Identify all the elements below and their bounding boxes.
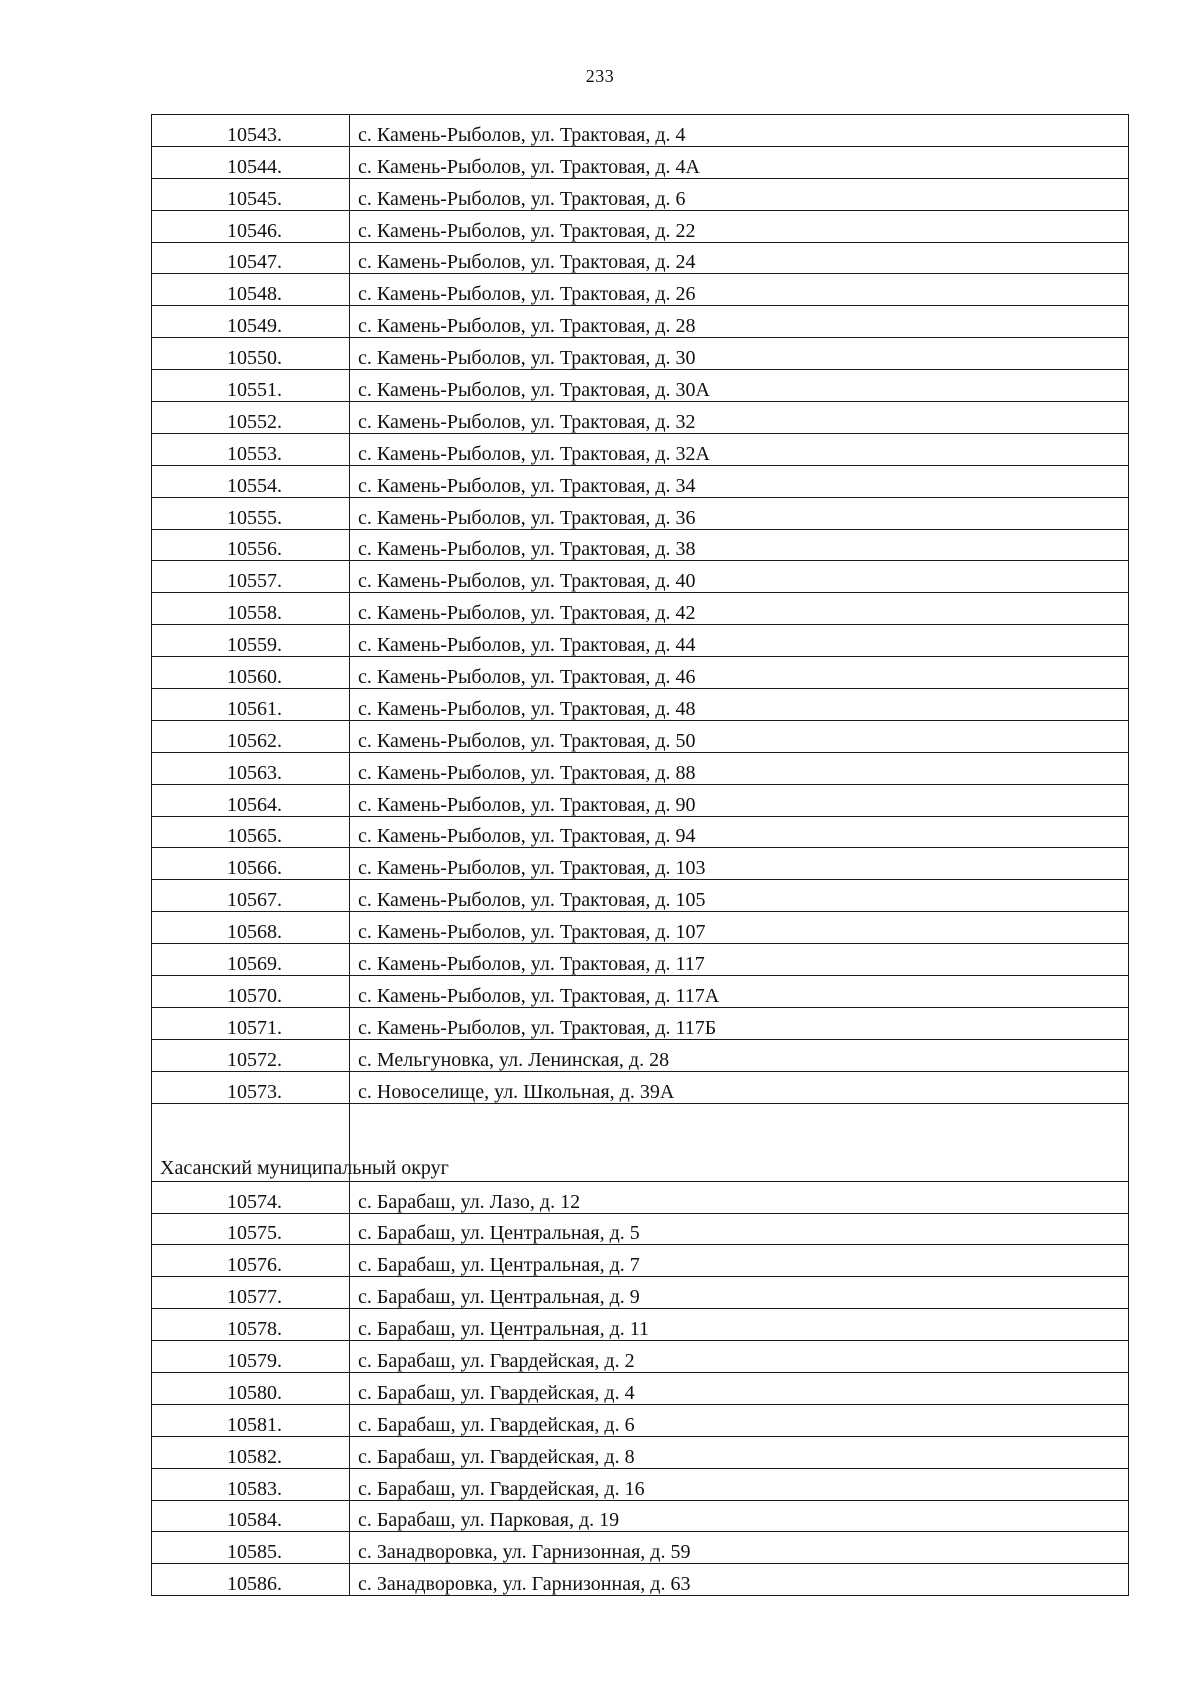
table-row — [152, 1468, 1129, 1500]
row-address: с. Камень-Рыболов, ул. Трактовая, д. 117 — [350, 944, 1129, 976]
row-address: с. Барабаш, ул. Гвардейская, д. 6 — [350, 1404, 1129, 1436]
table-row — [152, 944, 1129, 976]
row-address: с. Камень-Рыболов, ул. Трактовая, д. 105 — [350, 880, 1129, 912]
row-number: 10543. — [152, 115, 350, 147]
table-row — [152, 976, 1129, 1008]
table-row — [152, 529, 1129, 561]
row-address: с. Камень-Рыболов, ул. Трактовая, д. 32А — [350, 433, 1129, 465]
row-number: 10560. — [152, 657, 350, 689]
row-number: 10574. — [152, 1181, 350, 1213]
row-address: с. Камень-Рыболов, ул. Трактовая, д. 6 — [350, 178, 1129, 210]
row-address: с. Камень-Рыболов, ул. Трактовая, д. 90 — [350, 784, 1129, 816]
row-address: с. Барабаш, ул. Гвардейская, д. 16 — [350, 1468, 1129, 1500]
table-row — [152, 274, 1129, 306]
row-number: 10582. — [152, 1436, 350, 1468]
row-number: 10557. — [152, 561, 350, 593]
table-row — [152, 1071, 1129, 1103]
row-address: с. Камень-Рыболов, ул. Трактовая, д. 24 — [350, 242, 1129, 274]
row-address: с. Мельгуновка, ул. Ленинская, д. 28 — [350, 1039, 1129, 1071]
row-address: с. Камень-Рыболов, ул. Трактовая, д. 103 — [350, 848, 1129, 880]
table-row — [152, 1532, 1129, 1564]
row-address: с. Занадворовка, ул. Гарнизонная, д. 59 — [350, 1532, 1129, 1564]
row-number: 10559. — [152, 625, 350, 657]
page-number: 233 — [585, 66, 615, 86]
row-number: 10570. — [152, 976, 350, 1008]
table-row — [152, 433, 1129, 465]
row-number: 10571. — [152, 1007, 350, 1039]
table-row — [152, 242, 1129, 274]
row-address: с. Камень-Рыболов, ул. Трактовая, д. 34 — [350, 465, 1129, 497]
table-row — [152, 1372, 1129, 1404]
row-address: с. Барабаш, ул. Парковая, д. 19 — [350, 1500, 1129, 1532]
row-number: 10572. — [152, 1039, 350, 1071]
table-row — [152, 1564, 1129, 1596]
row-address: с. Барабаш, ул. Центральная, д. 11 — [350, 1309, 1129, 1341]
row-address: с. Барабаш, ул. Центральная, д. 7 — [350, 1245, 1129, 1277]
row-address: с. Камень-Рыболов, ул. Трактовая, д. 22 — [350, 210, 1129, 242]
row-number: 10569. — [152, 944, 350, 976]
row-address: с. Камень-Рыболов, ул. Трактовая, д. 44 — [350, 625, 1129, 657]
section-row — [152, 1103, 1129, 1181]
row-address: с. Барабаш, ул. Центральная, д. 5 — [350, 1213, 1129, 1245]
row-number: 10558. — [152, 593, 350, 625]
row-address: с. Камень-Рыболов, ул. Трактовая, д. 40 — [350, 561, 1129, 593]
table-row — [152, 465, 1129, 497]
row-address: с. Камень-Рыболов, ул. Трактовая, д. 30А — [350, 370, 1129, 402]
row-address: с. Камень-Рыболов, ул. Трактовая, д. 50 — [350, 720, 1129, 752]
table-row — [152, 880, 1129, 912]
table-row — [152, 1007, 1129, 1039]
row-number: 10545. — [152, 178, 350, 210]
table-row — [152, 1213, 1129, 1245]
row-address: с. Камень-Рыболов, ул. Трактовая, д. 26 — [350, 274, 1129, 306]
table-row — [152, 625, 1129, 657]
row-number: 10564. — [152, 784, 350, 816]
table-row — [152, 848, 1129, 880]
row-address: с. Камень-Рыболов, ул. Трактовая, д. 30 — [350, 338, 1129, 370]
row-address: с. Камень-Рыболов, ул. Трактовая, д. 4 — [350, 115, 1129, 147]
row-number: 10580. — [152, 1372, 350, 1404]
row-number: 10579. — [152, 1341, 350, 1373]
row-number: 10547. — [152, 242, 350, 274]
table-row — [152, 1404, 1129, 1436]
row-number: 10566. — [152, 848, 350, 880]
row-number: 10546. — [152, 210, 350, 242]
row-address: с. Барабаш, ул. Гвардейская, д. 2 — [350, 1341, 1129, 1373]
row-number: 10548. — [152, 274, 350, 306]
row-address: с. Камень-Рыболов, ул. Трактовая, д. 117А — [350, 976, 1129, 1008]
table-row — [152, 561, 1129, 593]
row-address: с. Барабаш, ул. Центральная, д. 9 — [350, 1277, 1129, 1309]
table-row — [152, 306, 1129, 338]
row-address: с. Камень-Рыболов, ул. Трактовая, д. 28 — [350, 306, 1129, 338]
address-registry-table — [151, 114, 1129, 1596]
table-row — [152, 784, 1129, 816]
table-row — [152, 178, 1129, 210]
table-row — [152, 115, 1129, 147]
table-row — [152, 338, 1129, 370]
table-row — [152, 1436, 1129, 1468]
table-row — [152, 689, 1129, 721]
row-number: 10578. — [152, 1309, 350, 1341]
row-number: 10567. — [152, 880, 350, 912]
row-number: 10568. — [152, 912, 350, 944]
table-row — [152, 1181, 1129, 1213]
table-row — [152, 146, 1129, 178]
table-row — [152, 497, 1129, 529]
table-row — [152, 210, 1129, 242]
table-body-section — [152, 1103, 1129, 1181]
table-row — [152, 370, 1129, 402]
table-row — [152, 816, 1129, 848]
row-number: 10549. — [152, 306, 350, 338]
row-number: 10552. — [152, 402, 350, 434]
row-address: с. Камень-Рыболов, ул. Трактовая, д. 4А — [350, 146, 1129, 178]
row-number: 10555. — [152, 497, 350, 529]
row-number: 10544. — [152, 146, 350, 178]
table-row — [152, 1277, 1129, 1309]
row-number: 10573. — [152, 1071, 350, 1103]
table-row — [152, 752, 1129, 784]
row-number: 10583. — [152, 1468, 350, 1500]
row-address: с. Камень-Рыболов, ул. Трактовая, д. 48 — [350, 689, 1129, 721]
section-empty-cell — [350, 1103, 1129, 1181]
row-address: с. Камень-Рыболов, ул. Трактовая, д. 107 — [350, 912, 1129, 944]
row-number: 10554. — [152, 465, 350, 497]
row-number: 10584. — [152, 1500, 350, 1532]
row-number: 10561. — [152, 689, 350, 721]
row-number: 10550. — [152, 338, 350, 370]
row-address: с. Камень-Рыболов, ул. Трактовая, д. 46 — [350, 657, 1129, 689]
row-number: 10581. — [152, 1404, 350, 1436]
row-address: с. Камень-Рыболов, ул. Трактовая, д. 88 — [350, 752, 1129, 784]
row-number: 10562. — [152, 720, 350, 752]
section-name: Хасанский муниципальный округ — [152, 1103, 350, 1181]
row-number: 10585. — [152, 1532, 350, 1564]
row-number: 10556. — [152, 529, 350, 561]
row-address: с. Камень-Рыболов, ул. Трактовая, д. 32 — [350, 402, 1129, 434]
row-address: с. Камень-Рыболов, ул. Трактовая, д. 36 — [350, 497, 1129, 529]
table-row — [152, 1245, 1129, 1277]
row-address: с. Барабаш, ул. Гвардейская, д. 8 — [350, 1436, 1129, 1468]
table-row — [152, 720, 1129, 752]
table-row — [152, 1039, 1129, 1071]
row-address: с. Камень-Рыболов, ул. Трактовая, д. 117Б — [350, 1007, 1129, 1039]
table-row — [152, 1341, 1129, 1373]
table-row — [152, 1309, 1129, 1341]
row-number: 10575. — [152, 1213, 350, 1245]
row-number: 10563. — [152, 752, 350, 784]
table-body-part2 — [152, 1181, 1129, 1596]
row-address: с. Занадворовка, ул. Гарнизонная, д. 63 — [350, 1564, 1129, 1596]
row-number: 10576. — [152, 1245, 350, 1277]
table-row — [152, 593, 1129, 625]
table-row — [152, 912, 1129, 944]
row-address: с. Новоселище, ул. Школьная, д. 39А — [350, 1071, 1129, 1103]
row-address: с. Камень-Рыболов, ул. Трактовая, д. 38 — [350, 529, 1129, 561]
table-body-part1 — [152, 115, 1129, 1104]
table-row — [152, 1500, 1129, 1532]
row-address: с. Барабаш, ул. Гвардейская, д. 4 — [350, 1372, 1129, 1404]
row-number: 10553. — [152, 433, 350, 465]
table-row — [152, 657, 1129, 689]
row-number: 10586. — [152, 1564, 350, 1596]
row-number: 10577. — [152, 1277, 350, 1309]
row-address: с. Камень-Рыболов, ул. Трактовая, д. 42 — [350, 593, 1129, 625]
table-row — [152, 402, 1129, 434]
row-number: 10565. — [152, 816, 350, 848]
row-address: с. Камень-Рыболов, ул. Трактовая, д. 94 — [350, 816, 1129, 848]
row-address: с. Барабаш, ул. Лазо, д. 12 — [350, 1181, 1129, 1213]
row-number: 10551. — [152, 370, 350, 402]
